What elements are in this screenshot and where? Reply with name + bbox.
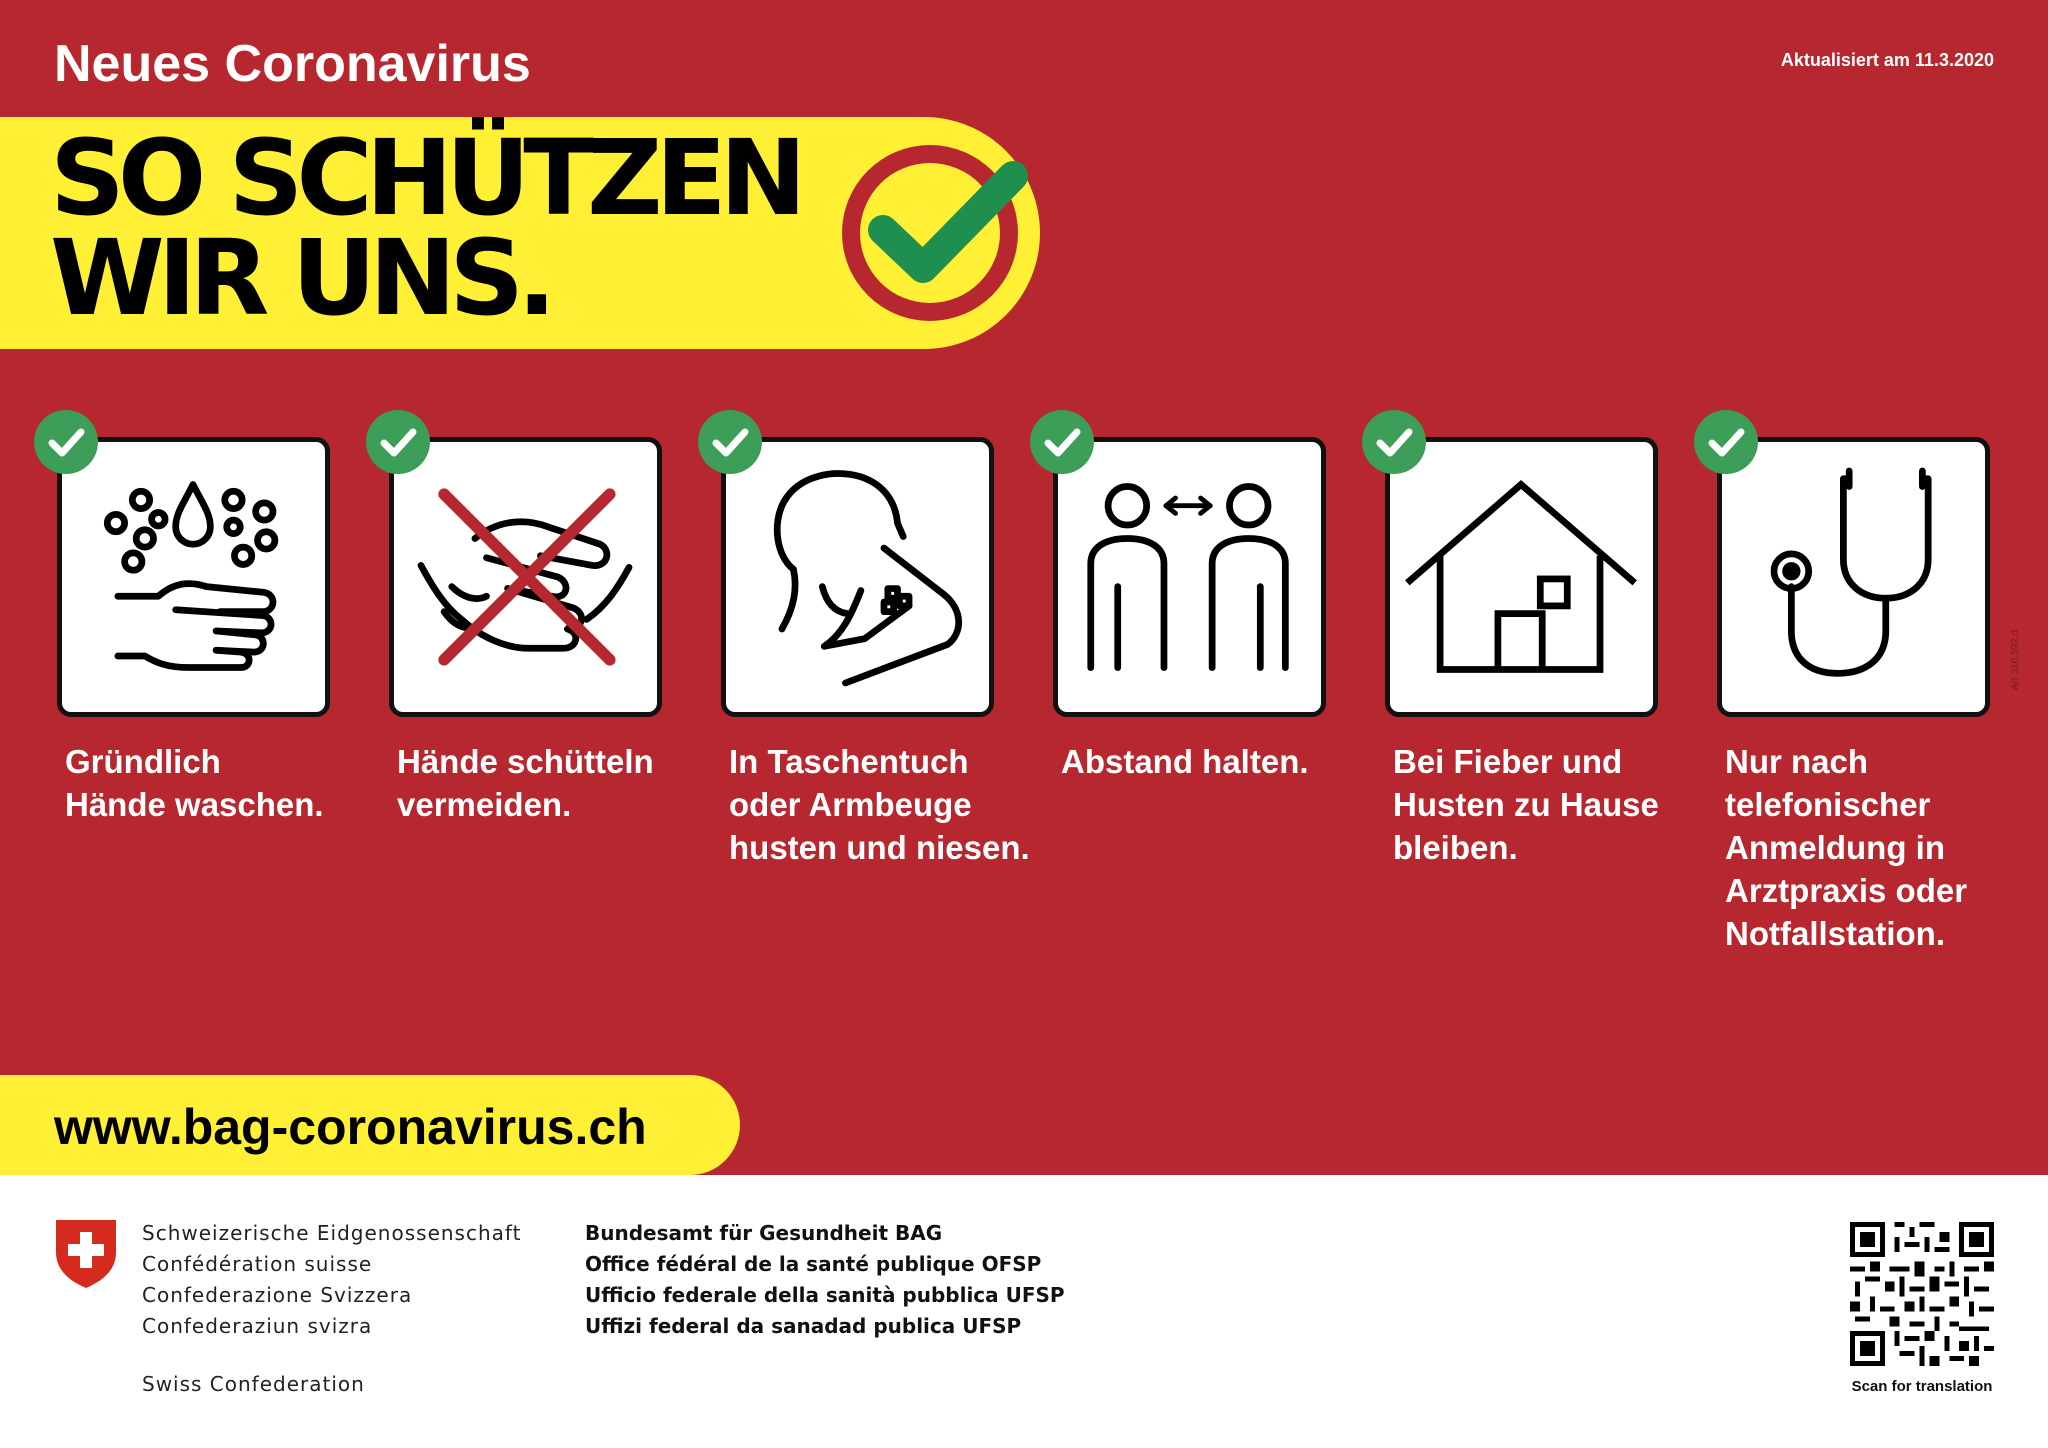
caption-line: oder Armbeuge <box>729 786 972 823</box>
office-line: Bundesamt für Gesundheit BAG <box>585 1221 943 1245</box>
swiss-crest-icon <box>54 1218 118 1290</box>
caption-line: Notfallstation. <box>1725 915 1945 952</box>
updated-date: Aktualisiert am 11.3.2020 <box>1780 50 1994 70</box>
tile-cough-elbow <box>721 437 994 717</box>
qr-code-icon[interactable] <box>1850 1222 1994 1366</box>
caption-line: Arztpraxis oder <box>1725 872 1968 909</box>
check-icon <box>366 410 430 474</box>
caption-line: In Taschentuch <box>729 743 969 780</box>
tile-stay-home <box>1385 437 1658 717</box>
caption-3 <box>729 740 1030 869</box>
caption-line: Gründlich <box>65 743 221 780</box>
office-line: Ufficio federale della sanità pubblica UFSP <box>585 1283 1065 1307</box>
headline <box>50 117 800 339</box>
check-icon <box>1362 410 1426 474</box>
caption-line: husten und niesen. <box>729 829 1030 866</box>
tile-stethoscope <box>1717 437 1990 717</box>
tile-keep-distance <box>1053 437 1326 717</box>
caption-line: vermeiden. <box>397 786 572 823</box>
caption-6 <box>1725 740 1967 955</box>
no-handshake-icon <box>394 442 657 712</box>
confederation-line: Confederazione Svizzera <box>142 1283 413 1307</box>
confederation-line: Schweizerische Eidgenossenschaft <box>142 1221 522 1245</box>
article-number: Art 316.592.d <box>2010 629 2021 690</box>
caption-line: Hände schütteln <box>397 743 654 780</box>
caption-line: Nur nach <box>1725 743 1869 780</box>
website-link[interactable]: www.bag-coronavirus.ch <box>54 1099 647 1155</box>
swiss-confederation: Swiss Confederation <box>142 1372 365 1396</box>
tile-no-handshake <box>389 437 662 717</box>
hand-washing-icon <box>62 442 325 712</box>
headline-line-2: WIR UNS. <box>50 217 550 339</box>
checkmark-badge-5 <box>1362 410 1426 474</box>
confederation-line: Confederaziun svizra <box>142 1314 373 1338</box>
caption-line: Abstand halten. <box>1061 743 1309 780</box>
keep-distance-icon <box>1058 442 1321 712</box>
qr-label: Scan for translation <box>1851 1378 1993 1395</box>
caption-5 <box>1393 740 1659 869</box>
checkmark-badge-2 <box>366 410 430 474</box>
stay-home-icon <box>1390 442 1653 712</box>
caption-line: Anmeldung in <box>1725 829 1945 866</box>
caption-1 <box>65 740 324 826</box>
check-icon <box>34 410 98 474</box>
headline-line-1: SO SCHÜTZEN <box>50 117 800 239</box>
checkmark-badge-6 <box>1694 410 1758 474</box>
stethoscope-icon <box>1722 442 1985 712</box>
checkmark-badge-4 <box>1030 410 1094 474</box>
office-line: Uffizi federal da sanadad publica UFSP <box>585 1314 1022 1338</box>
check-icon <box>1030 410 1094 474</box>
checkmark-badge-1 <box>34 410 98 474</box>
caption-line: bleiben. <box>1393 829 1518 866</box>
caption-line: Hände waschen. <box>65 786 324 823</box>
cough-into-elbow-icon <box>726 442 989 712</box>
checkmark-badge-3 <box>698 410 762 474</box>
tile-hand-washing <box>57 437 330 717</box>
confederation-names <box>142 1218 521 1342</box>
caption-line: telefonischer <box>1725 786 1931 823</box>
check-icon <box>698 410 762 474</box>
check-icon <box>1694 410 1758 474</box>
caption-4 <box>1061 740 1309 783</box>
caption-line: Bei Fieber und <box>1393 743 1623 780</box>
kicker-title: Neues Coronavirus <box>54 35 531 93</box>
caption-2 <box>397 740 654 826</box>
big-checkmark-icon <box>835 138 1045 328</box>
federal-office-names <box>585 1218 1065 1342</box>
caption-line: Husten zu Hause <box>1393 786 1659 823</box>
office-line: Office fédéral de la santé publique OFSP <box>585 1252 1042 1276</box>
confederation-line: Confédération suisse <box>142 1252 373 1276</box>
